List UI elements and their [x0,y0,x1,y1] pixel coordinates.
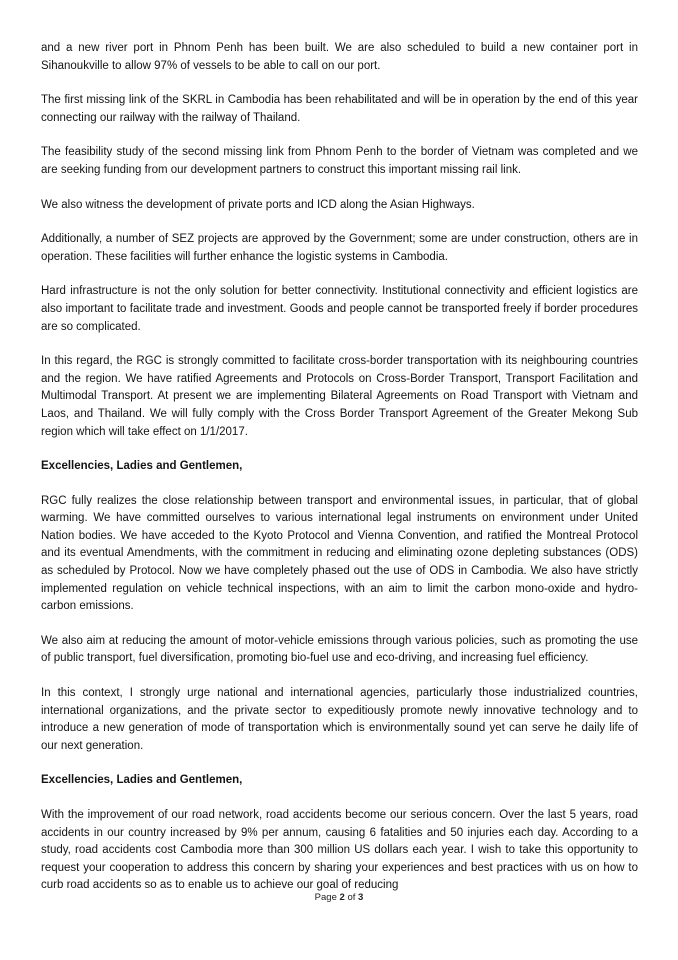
paragraph-sez-projects: Additionally, a number of SEZ projects are approved by the Government; some are under construction, others are in operation. These facilities will further enhance the logistic systems in Cambodia. [41,233,638,263]
page-number-footer [0,892,678,904]
section-salutation: Excellencies, Ladies and Gentlemen, [41,774,243,787]
paragraph-feasibility-study: The feasibility study of the second missing link from Phnom Penh to the border of Vietnam was completed and we are seeking funding from our development partners to construct this important missing rail link. [41,146,638,176]
paragraph-private-ports: We also witness the development of private ports and ICD along the Asian Highways. [41,198,475,211]
paragraph-environment: RGC fully realizes the close relationship between transport and environmental issues, in particular, that of global warming. We have committed ourselves to various international legal instruments on environment under United Nation bodies. We have acceded to the Kyoto Protocol and Vienna Convention, and ratified the Montreal Protocol and its eventual Amendments, with the commitment in reducing and eliminating ozone depleting substances (ODS) as scheduled by Protocol. Now we have completely phased out the use of ODS in Cambodia. We also have strictly implemented regulation on vehicle technical inspections, with an aim to limit the carbon mono-oxide and hydro-carbon emissions. [41,494,638,613]
paragraph-hard-infrastructure: Hard infrastructure is not the only solution for better connectivity. Institutional connectivity and efficient logistics are also important to facilitate trade and investment. Goods and people cannot be transported freely if border procedures are so complicated. [41,285,638,333]
total-page-number: 3 [358,892,364,903]
paragraph-road-accidents: With the improvement of our road network, road accidents become our serious concern. Over the last 5 years, road accidents in our country increased by 9% per annum, causing 6 fatalities and 50 injuries each day. According to a study, road accidents cost Cambodia more than 300 million US dollars each year. I wish to take this opportunity to request your cooperation to address this concern by sharing your experiences and best practices with us on how to curb road accidents so as to enable us to achieve our goal of reducing [41,809,638,892]
current-page-number: 2 [339,892,345,903]
page-word: Page [314,892,337,903]
section-salutation: Excellencies, Ladies and Gentlemen, [41,460,243,473]
paragraph-cross-border: In this regard, the RGC is strongly committed to facilitate cross-border transportation with its neighbouring countries and the region. We have ratified Agreements and Protocols on Cross-Border Transport, Transport Facilitation and Multimodal Transport. At present we are implementing Bilateral Agreements on Road Transport with Vietnam and Laos, and Thailand. We will fully comply with the Cross Border Transport Agreement of the Greater Mekong Sub region which will take effect on 1/1/2017. [41,355,638,438]
document-page [41,40,638,895]
paragraph-skrl-first-link: The first missing link of the SKRL in Cambodia has been rehabilitated and will be in operation by the end of this year connecting our railway with the railway of Thailand. [41,94,638,124]
paragraph-emissions: We also aim at reducing the amount of motor-vehicle emissions through various policies, such as promoting the use of public transport, fuel diversification, promoting bio-fuel use and eco-driving, and increasing fuel efficiency. [41,634,638,665]
paragraph-river-port: and a new river port in Phnom Penh has been built. We are also scheduled to build a new container port in Sihanoukville to allow 97% of vessels to be able to call on our port. [41,42,638,72]
of-word: of [347,892,356,903]
paragraph-urge-agencies: In this context, I strongly urge national and international agencies, particularly those industrialized countries, international organizations, and the private sector to expeditiously promote newly innovative technology and to introduce a new generation of mode of transportation which is environmentally sound yet can serve he daily life of our next generation. [41,687,638,752]
